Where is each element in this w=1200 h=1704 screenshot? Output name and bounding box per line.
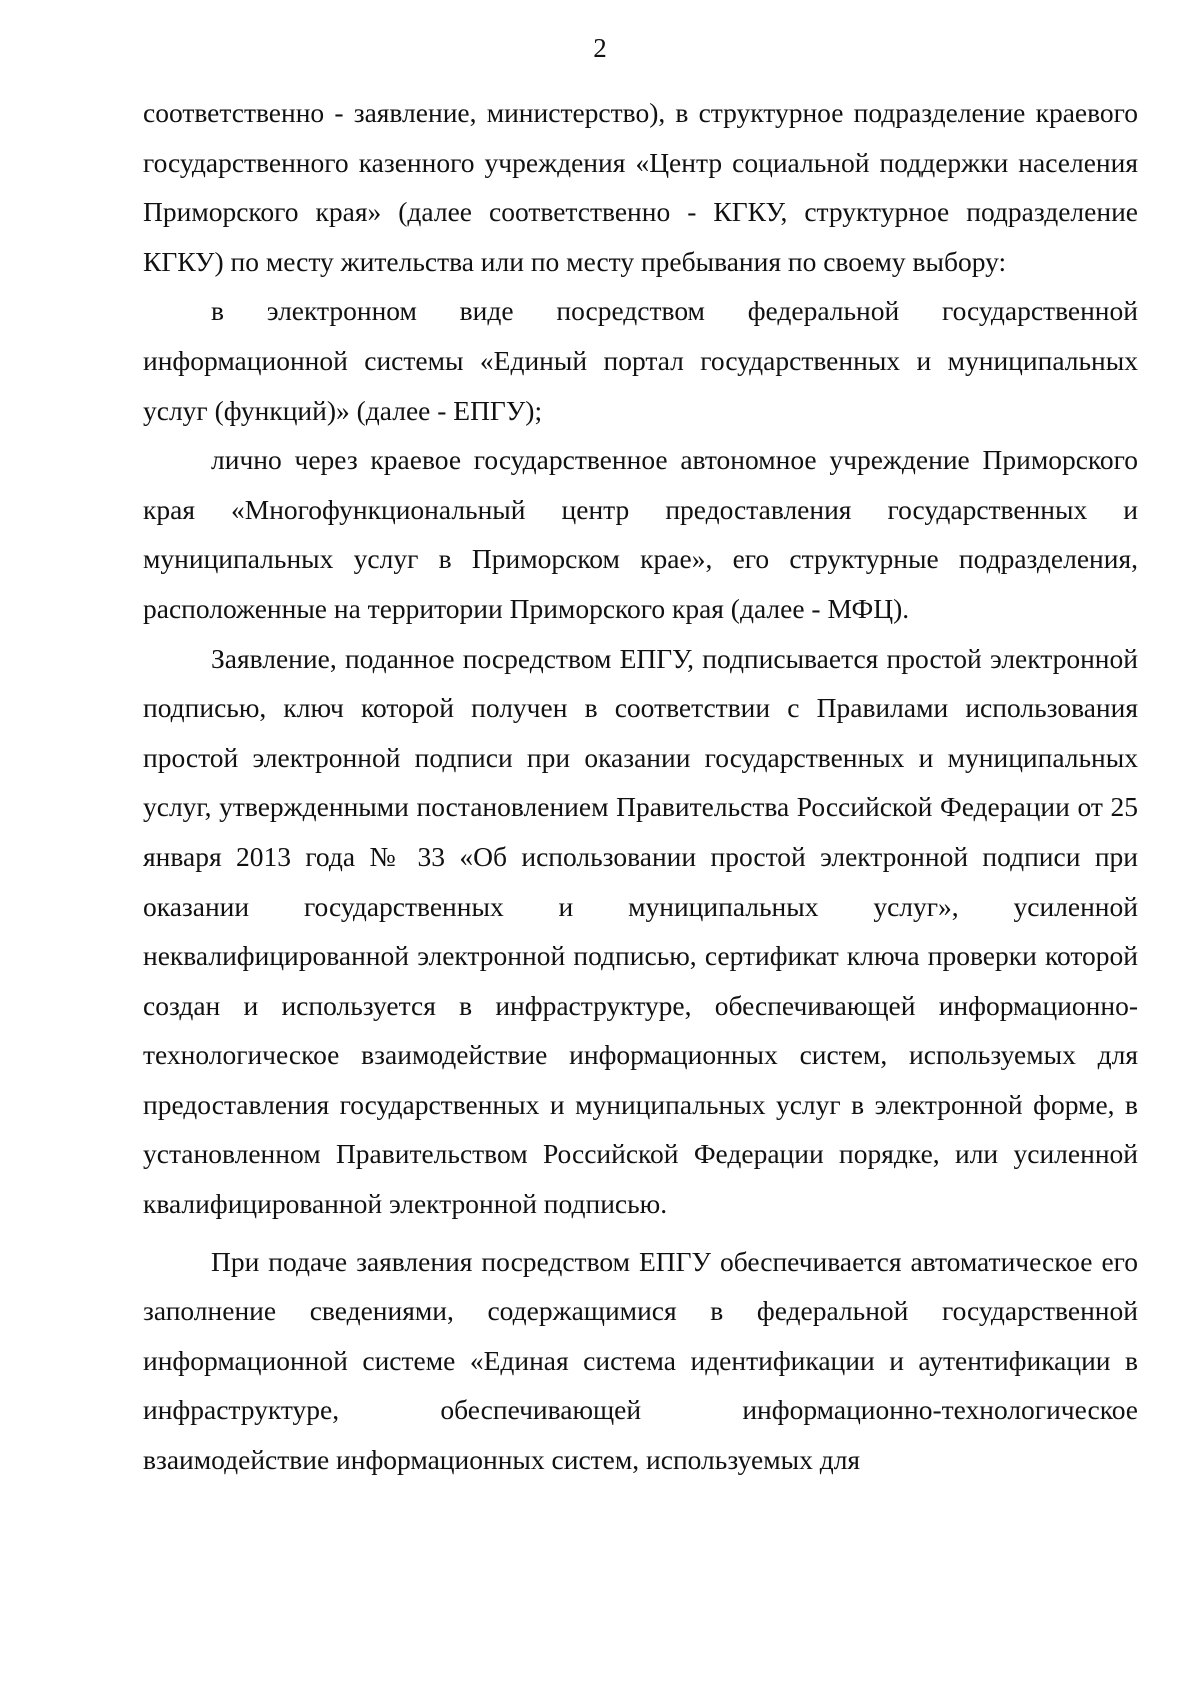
paragraph-in-person-option: лично через краевое государственное автономное учреждение Приморского края «Многофункциональный центр предоставления государственных и муниципальных услуг в Приморском крае», его структурные подразделения, расположенные на территории Приморского края (далее - МФЦ). [143,444,1138,624]
document-body [143,88,1138,1485]
paragraph-electronic-option: в электронном виде посредством федеральной государственной информационной системы «Единый портал государственных и муниципальных услуг (функций)» (далее - ЕПГУ); [143,295,1138,426]
paragraph-autofill: При подаче заявления посредством ЕПГУ обеспечивается автоматическое его заполнение сведениями, содержащимися в федеральной государственной информационной системе «Единая система идентификации и аутентификации в инфраструктуре, обеспечивающей информационно-технологическое взаимодействие информационных систем, используемых для [143,1245,1138,1476]
page-number: 2 [593,33,607,63]
paragraph-continuation: соответственно - заявление, министерство), в структурное подразделение краевого государственного казенного учреждения «Центр социальной поддержки населения Приморского края» (далее соответственно - КГКУ, структурное подразделение КГКУ) по месту жительства или по месту пребывания по своему выбору: [143,97,1138,277]
paragraph-signature-rules: Заявление, поданное посредством ЕПГУ, подписывается простой электронной подписью, ключ которой получен в соответствии с Правилами использования простой электронной подписи при оказании государственных и муниципальных услуг, утвержденными постановлением Правительства Российской Федерации от 25 января 2013 года № 33 «Об использовании простой электронной подписи при оказании государственных и муниципальных услуг», усиленной неквалифицированной электронной подписью, сертификат ключа проверки которой создан и используется в инфраструктуре, обеспечивающей информационно-технологическое взаимодействие информационных систем, используемых для предоставления государственных и муниципальных услуг в электронной форме, в установленном Правительством Российской Федерации порядке, или усиленной квалифицированной электронной подписью. [143,642,1138,1220]
